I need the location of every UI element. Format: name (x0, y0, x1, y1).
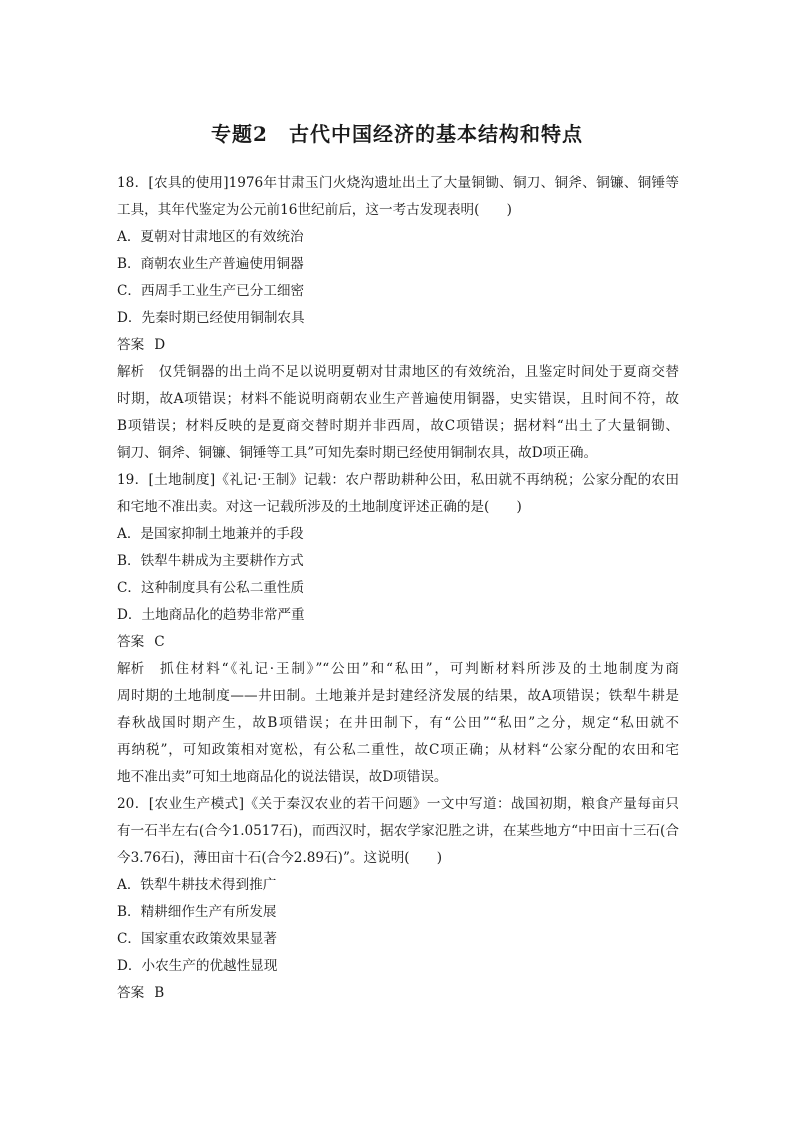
analysis-line: 春秋战国时期产生，故B项错误；在井田制下，有“公田”“私田”之分，规定“私田就不 (117, 715, 679, 731)
option-a: A．是国家抑制土地兼并的手段 (117, 526, 304, 542)
analysis-text: 仅凭铜器的出土尚不足以说明夏朝对甘肃地区的有效统治，且鉴定时间处于夏商交替 (158, 364, 679, 380)
option-c: C．国家重农政策效果显著 (117, 931, 277, 947)
answer-line (117, 629, 679, 656)
question-stem-line: 18．[农具的使用]1976年甘肃玉门火烧沟遗址出土了大量铜锄、铜刀、铜斧、铜镰、铜锤等 (117, 175, 679, 191)
question-stem-line: 有一石半左右(合今1.0517石)，而西汉时，据农学家氾胜之讲，在某些地方“中田亩十三石(合 (117, 823, 679, 839)
analysis-line (117, 359, 679, 386)
answer-value: D (154, 337, 166, 353)
question-stem-line: 和宅地不准出卖。对这一记载所涉及的土地制度评述正确的是( ) (117, 499, 522, 515)
option-c: C．这种制度具有公私二重性质 (117, 580, 305, 596)
question-stem-line: 工具，其年代鉴定为公元前16世纪前后，这一考古发现表明( ) (117, 202, 512, 218)
answer-value: B (154, 985, 165, 1001)
analysis-label: 解析 (117, 364, 145, 380)
analysis-line: 周时期的土地制度——井田制。土地兼并是封建经济发展的结果，故A项错误；铁犁牛耕是 (117, 688, 679, 704)
question-19 (117, 467, 679, 791)
answer-line (117, 980, 679, 1007)
analysis-label: 解析 (117, 661, 145, 677)
option-d: D．土地商品化的趋势非常严重 (117, 607, 305, 623)
option-d: D．先秦时期已经使用铜制农具 (117, 310, 305, 326)
answer-value: C (154, 634, 165, 650)
option-b: B．精耕细作生产有所发展 (117, 904, 277, 920)
analysis-line (117, 656, 679, 683)
question-stem-line: 19．[土地制度]《礼记·王制》记载：农户帮助耕种公田，私田就不再纳税；公家分配的农田 (117, 472, 679, 488)
question-stem-line: 今3.76石)，薄田亩十石(合今2.89石)”。这说明( ) (117, 850, 443, 866)
analysis-line: 地不准出卖”可知土地商品化的说法错误，故D项错误。 (117, 769, 448, 785)
page-title: 专题2 古代中国经济的基本结构和特点 (211, 122, 583, 146)
question-stem-line: 20．[农业生产模式]《关于秦汉农业的若干问题》一文中写道：战国初期，粮食产量每亩只 (117, 796, 679, 812)
option-c: C．西周手工业生产已分工细密 (117, 283, 305, 299)
option-a: A．铁犁牛耕技术得到推广 (117, 877, 277, 893)
option-d: D．小农生产的优越性显现 (117, 958, 278, 974)
analysis-line: 时期，故A项错误；材料不能说明商朝农业生产普遍使用铜器，史实错误，且时间不符，故 (117, 391, 679, 407)
answer-label: 答案 (117, 985, 145, 1001)
option-b: B．铁犁牛耕成为主要耕作方式 (117, 553, 304, 569)
question-18 (117, 170, 679, 467)
option-a: A．夏朝对甘肃地区的有效统治 (117, 229, 304, 245)
answer-label: 答案 (117, 337, 145, 353)
analysis-line: B项错误；材料反映的是夏商交替时期并非西周，故C项错误；据材料“出土了大量铜锄、 (117, 418, 679, 434)
option-b: B．商朝农业生产普遍使用铜器 (117, 256, 304, 272)
analysis-text: 抓住材料“《礼记·王制》”“公田”和“私田”，可判断材料所涉及的土地制度为商 (158, 661, 679, 677)
answer-label: 答案 (117, 634, 145, 650)
question-list (117, 170, 679, 1007)
analysis-line: 再纳税”，可知政策相对宽松，有公私二重性，故C项正确；从材料“公家分配的农田和宅 (117, 742, 679, 758)
question-20 (117, 791, 679, 1007)
answer-line (117, 332, 679, 359)
analysis-line: 铜刀、铜斧、铜镰、铜锤等工具”可知先秦时期已经使用铜制农具，故D项正确。 (117, 445, 598, 461)
